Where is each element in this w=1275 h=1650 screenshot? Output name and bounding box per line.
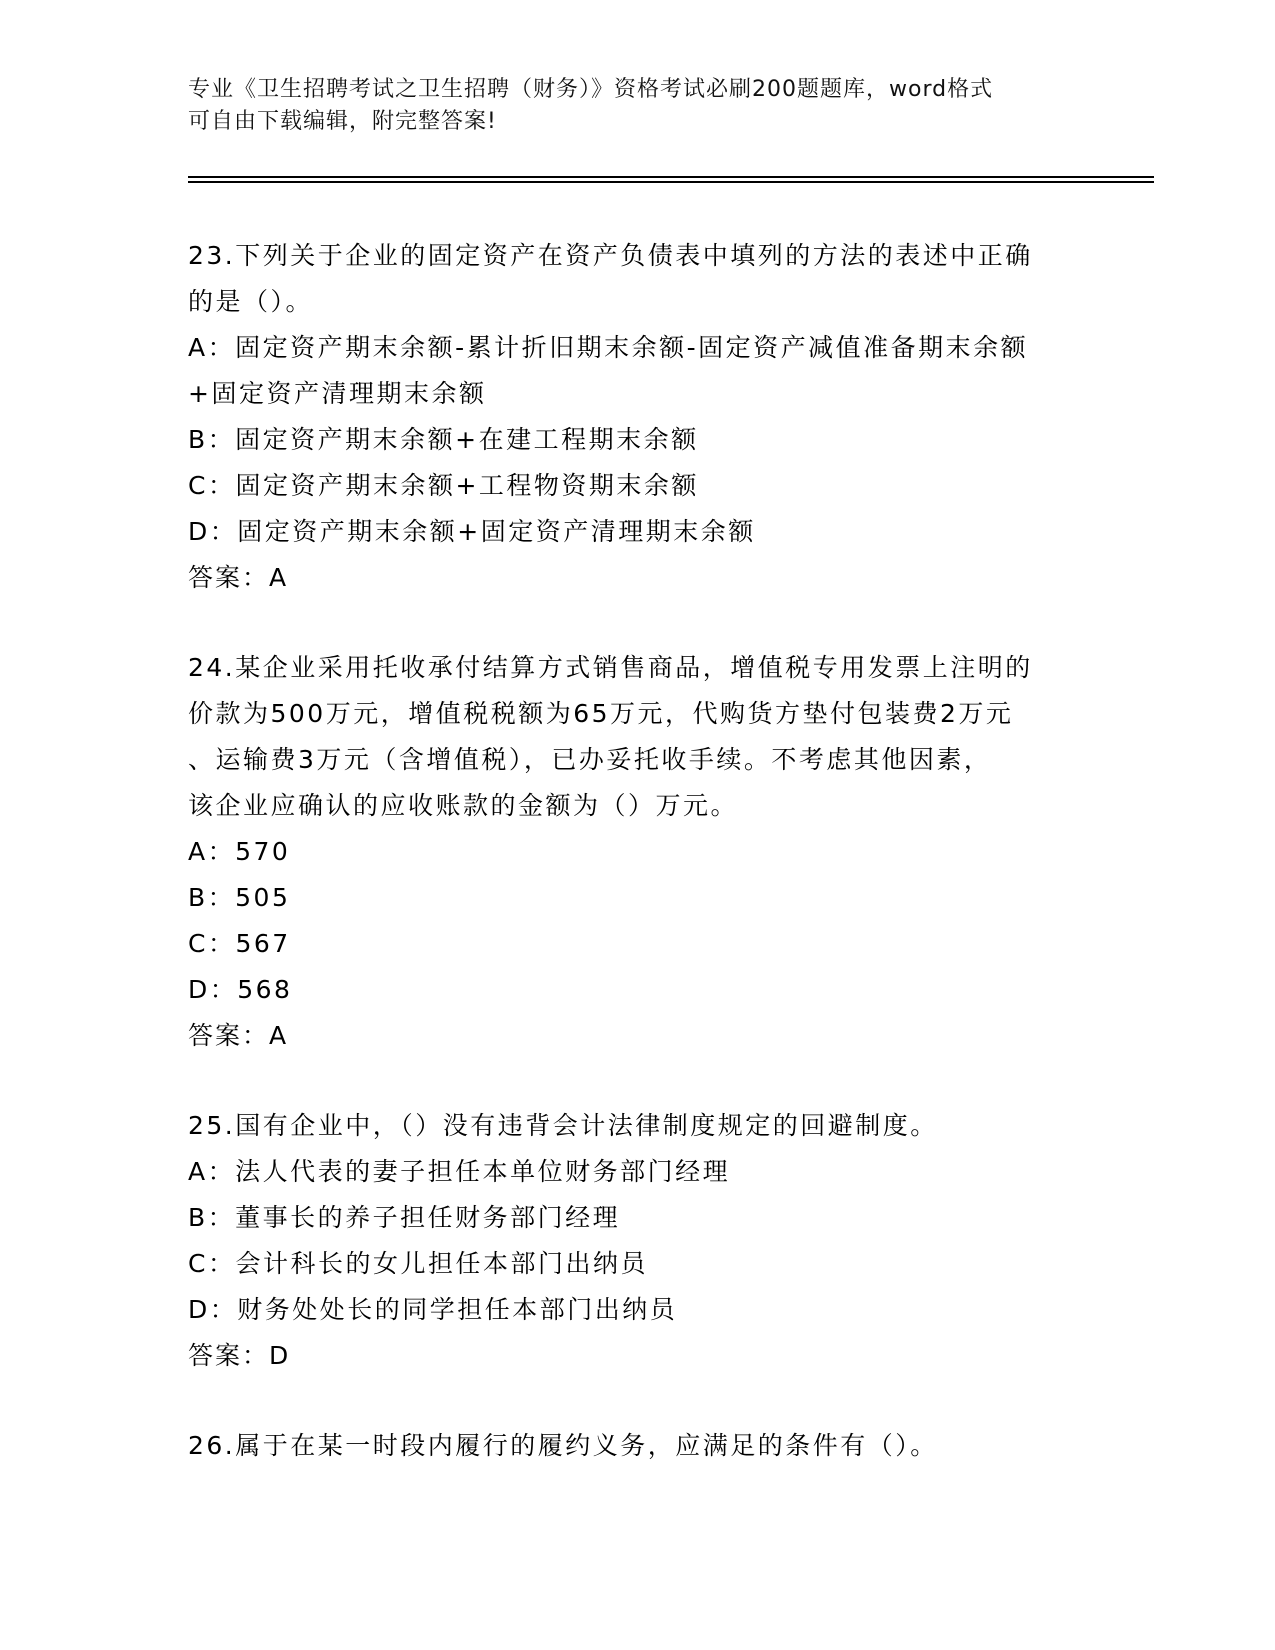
question-stem-line: 24.某企业采用托收承付结算方式销售商品，增值税专用发票上注明的	[188, 653, 1033, 682]
header-divider-bottom	[188, 181, 1154, 183]
question-stem-line: 该企业应确认的应收账款的金额为（）万元。	[188, 791, 739, 820]
question-stem-line: 25.国有企业中，（）没有违背会计法律制度规定的回避制度。	[188, 1111, 938, 1140]
question-list	[188, 233, 1088, 1513]
option-a: A：570	[188, 837, 291, 866]
answer: 答案：A	[188, 563, 289, 592]
question-stem-line: 、运输费3万元（含增值税），已办妥托收手续。不考虑其他因素，	[188, 745, 992, 774]
question-24	[188, 645, 1088, 1059]
option-c: C：567	[188, 929, 291, 958]
option-d: D：财务处处长的同学担任本部门出纳员	[188, 1295, 678, 1324]
option-c: C：会计科长的女儿担任本部门出纳员	[188, 1249, 648, 1278]
header-line-2: 可自由下载编辑，附完整答案!	[188, 109, 497, 134]
option-d: D：568	[188, 975, 293, 1004]
question-stem-line: 的是（）。	[188, 287, 314, 316]
question-stem-line: 26.属于在某一时段内履行的履约义务，应满足的条件有（）。	[188, 1431, 938, 1460]
question-stem-line: 23.下列关于企业的固定资产在资产负债表中填列的方法的表述中正确	[188, 241, 1033, 270]
header-divider-top	[188, 176, 1154, 178]
document-header	[188, 74, 1088, 138]
option-a-continued: +固定资产清理期末余额	[188, 379, 487, 408]
question-26	[188, 1423, 1088, 1469]
option-b: B：505	[188, 883, 291, 912]
question-stem-line: 价款为500万元，增值税税额为65万元，代购货方垫付包装费2万元	[188, 699, 1014, 728]
question-23	[188, 233, 1088, 601]
option-a: A：固定资产期末余额-累计折旧期末余额-固定资产减值准备期末余额	[188, 333, 1029, 362]
option-a: A：法人代表的妻子担任本单位财务部门经理	[188, 1157, 731, 1186]
question-25	[188, 1103, 1088, 1379]
option-d: D：固定资产期末余额+固定资产清理期末余额	[188, 517, 756, 546]
answer: 答案：D	[188, 1341, 291, 1370]
option-b: B：固定资产期末余额+在建工程期末余额	[188, 425, 699, 454]
answer: 答案：A	[188, 1021, 289, 1050]
option-b: B：董事长的养子担任财务部门经理	[188, 1203, 621, 1232]
header-line-1: 专业《卫生招聘考试之卫生招聘（财务）》资格考试必刷200题题库，word格式	[188, 77, 994, 102]
option-c: C：固定资产期末余额+工程物资期末余额	[188, 471, 699, 500]
